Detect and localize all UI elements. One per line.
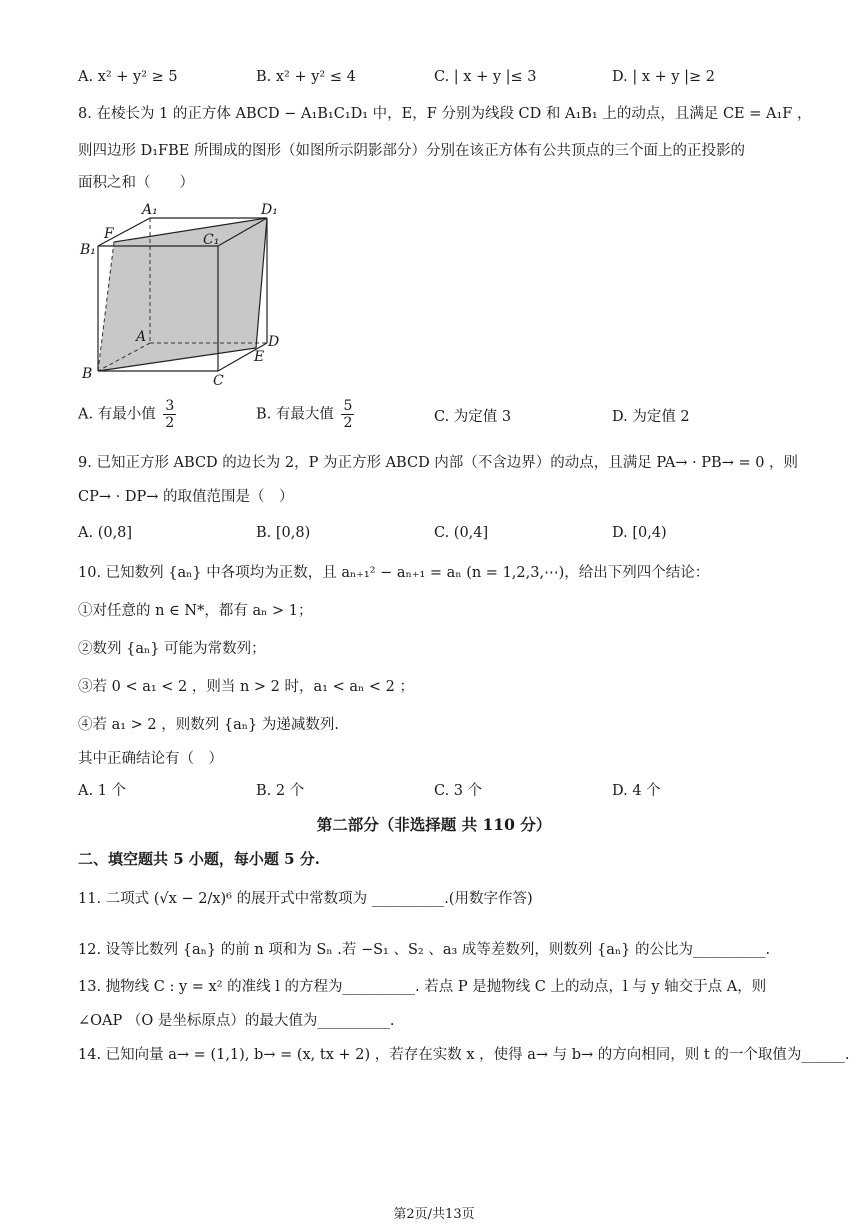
q10-conclusion-1: ①对任意的 n ∈ N*，都有 aₙ > 1； (78, 603, 313, 619)
q8-option-a-text: A. 有最小值 (78, 406, 156, 423)
label-b: B (82, 366, 93, 382)
q7-option-c: C. | x + y |≤ 3 (434, 69, 537, 85)
q10-ask: 其中正确结论有（ ） (78, 751, 223, 767)
cube-figure (78, 200, 298, 390)
denominator: 2 (165, 415, 175, 431)
section2-title: 二、填空题共 5 小题，每小题 5 分. (78, 850, 320, 868)
q9-option-c: C. (0,4] (434, 525, 489, 541)
part2-title: 第二部分（非选择题 共 110 分） (316, 815, 552, 834)
q10-stem: 10. 已知数列 {aₙ} 中各项均为正数，且 aₙ₊₁² − aₙ₊₁ = aₙ (n = 1,2,3,⋯)，给出下列四个结论： (78, 565, 710, 581)
q8-option-c: C. 为定值 3 (434, 409, 512, 425)
q8-stem-line2: 则四边形 D₁FBE 所围成的图形（如图所示阴影部分）分别在该正方体有公共顶点的三个面上的正投影的 (78, 143, 745, 159)
q10-conclusion-2: ②数列 {aₙ} 可能为常数列； (78, 641, 266, 657)
q8-stem-line1: 8. 在棱长为 1 的正方体 ABCD − A₁B₁C₁D₁ 中，E，F 分别为线段 CD 和 A₁B₁ 上的动点，且满足 CE = A₁F ， (78, 106, 812, 122)
numerator: 3 (165, 398, 175, 414)
q8-stem-line3: 面积之和（ ） (78, 175, 194, 191)
label-b1: B₁ (80, 242, 96, 258)
q10-conclusion-4: ④若 a₁ > 2 ，则数列 {aₙ} 为递减数列. (78, 717, 339, 733)
q9-stem-line2: CP→ · DP→ 的取值范围是（ ） (78, 489, 294, 505)
q12: 12. 设等比数列 {aₙ} 的前 n 项和为 Sₙ .若 −S₁ 、S₂ 、a₃ 成等差数列，则数列 {aₙ} 的公比为__________. (78, 942, 771, 958)
q10-option-d: D. 4 个 (612, 783, 661, 799)
label-f: F (104, 226, 114, 242)
q9-option-a: A. (0,8] (78, 525, 133, 541)
q11: 11. 二项式 (√x − 2/x)⁶ 的展开式中常数项为 __________.(用数字作答) (78, 891, 533, 907)
q13-line1: 13. 抛物线 C : y = x² 的准线 l 的方程为__________. 若点 P 是抛物线 C 上的动点，l 与 y 轴交于点 A，则 (78, 979, 767, 995)
numerator: 5 (343, 398, 353, 414)
label-d1: D₁ (261, 202, 278, 218)
q10-option-a: A. 1 个 (78, 783, 127, 799)
page-footer: 第2页/共13页 (393, 1207, 475, 1222)
q14: 14. 已知向量 a→ = (1,1), b→ = (x, tx + 2) ，若存在实数 x ，使得 a→ 与 b→ 的方向相同，则 t 的一个取值为______. (78, 1047, 850, 1063)
q7-option-d: D. | x + y |≥ 2 (612, 69, 716, 85)
q7-option-a: A. x² + y² ≥ 5 (78, 69, 178, 85)
q8-option-b (256, 398, 354, 431)
label-a1: A₁ (142, 202, 158, 218)
q9-option-b: B. [0,8) (256, 525, 311, 541)
q10-option-b: B. 2 个 (256, 783, 305, 799)
q9-stem-line1: 9. 已知正方形 ABCD 的边长为 2，P 为正方形 ABCD 内部（不含边界）的动点，且满足 PA→ · PB→ = 0 ，则 (78, 455, 799, 471)
q8-option-d: D. 为定值 2 (612, 409, 690, 425)
q9-option-d: D. [0,4) (612, 525, 667, 541)
fraction-3-2 (163, 398, 176, 431)
label-a: A (136, 329, 147, 345)
q10-conclusion-3: ③若 0 < a₁ < 2 ，则当 n > 2 时，a₁ < aₙ < 2 ； (78, 679, 414, 695)
q13-line2: ∠OAP （O 是坐标原点）的最大值为__________. (78, 1013, 395, 1029)
q8-option-b-text: B. 有最大值 (256, 406, 334, 423)
q8-option-a (78, 398, 176, 431)
q10-option-c: C. 3 个 (434, 783, 483, 799)
fraction-5-2 (341, 398, 354, 431)
label-e: E (254, 349, 265, 365)
label-c1: C₁ (203, 232, 220, 248)
denominator: 2 (343, 415, 353, 431)
label-c: C (213, 373, 224, 389)
label-d: D (268, 334, 280, 350)
q7-option-b: B. x² + y² ≤ 4 (256, 69, 356, 85)
